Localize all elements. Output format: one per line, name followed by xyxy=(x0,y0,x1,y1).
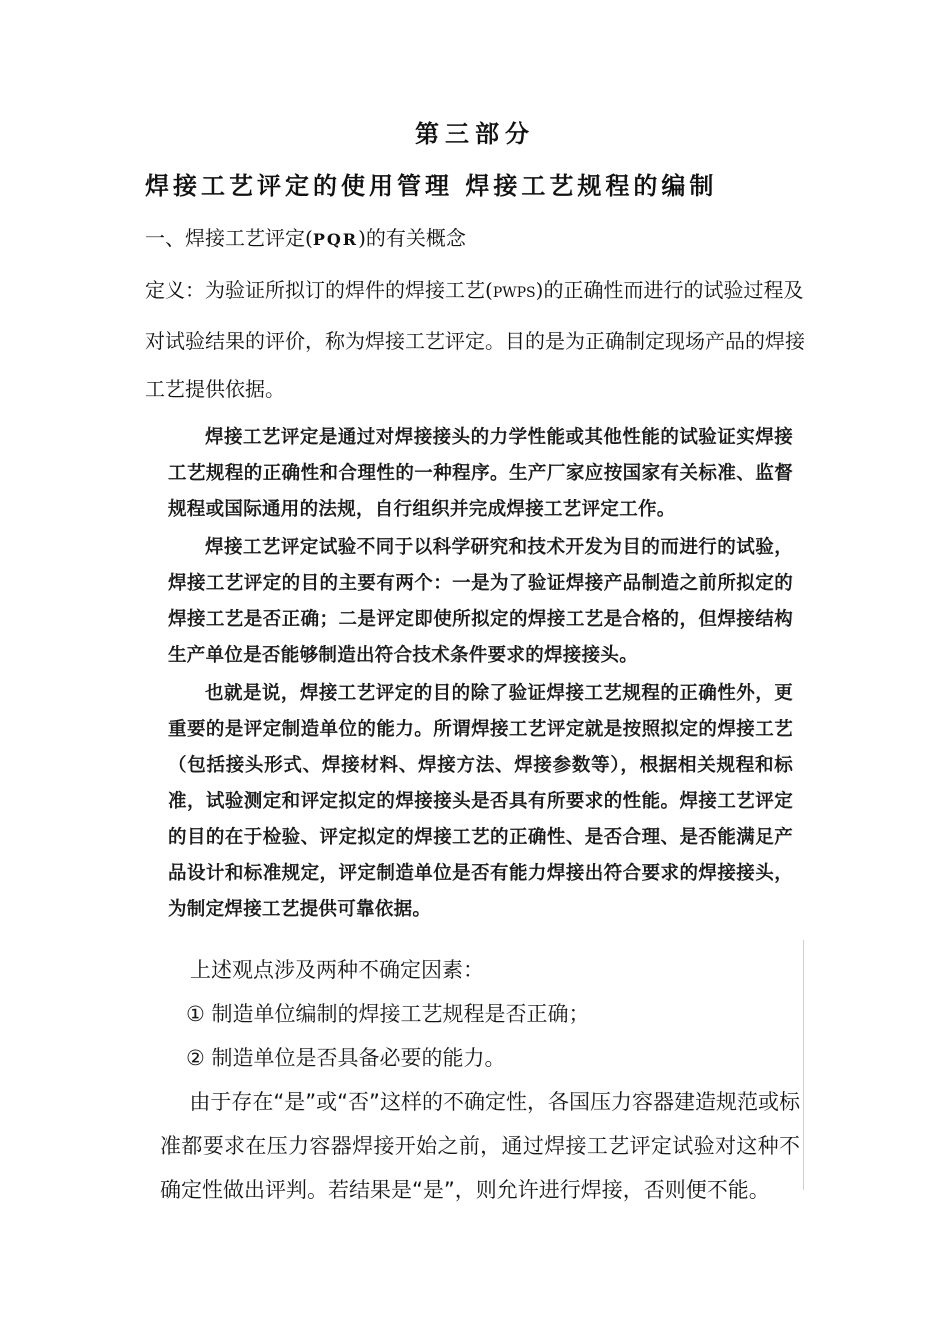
excerpt-lead: 上述观点涉及两种不确定因素： xyxy=(190,958,484,982)
section-heading-suffix: )的有关概念 xyxy=(358,226,466,250)
excerpt-paragraph: 也就是说，焊接工艺评定的目的除了验证焊接工艺规程的正确性外，更重要的是评定制造单位的能力。所谓焊接工艺评定就是按照拟定的焊接工艺（包括接头形式、焊接材料、焊接方法、焊接参数等），根据相关规程和标准，试验测定和评定拟定的焊接接头是否具有所要求的性能。焊接工艺评定的目的在于检验、评定拟定的焊接工艺的正确性、是否合理、是否能满足产品设计和标准规定，评定制造单位是否有能力焊接出符合要求的焊接接头，为制定焊接工艺提供可靠依据。 xyxy=(168,683,793,920)
section-heading-abbr: PQR xyxy=(312,230,359,249)
section-heading xyxy=(145,222,466,251)
definition-abbr: PWPS xyxy=(492,285,536,301)
section-heading-prefix: 一、焊接工艺评定( xyxy=(145,226,313,250)
excerpt-paragraph: 焊接工艺评定试验不同于以科学研究和技术开发为目的而进行的试验，焊接工艺评定的目的主要有两个：一是为了验证焊接产品制造之前所拟定的焊接工艺是否正确；二是评定即使所拟定的焊接工艺是合格的，但焊接结构生产单位是否能够制造出符合技术条件要求的焊接接头。 xyxy=(168,537,793,666)
scanned-excerpt-2 xyxy=(160,948,800,1212)
excerpt-list-item: ② 制造单位是否具备必要的能力。 xyxy=(186,1046,506,1070)
excerpt-closing: 由于存在“是”或“否”这样的不确定性，各国压力容器建造规范或标准都要求在压力容器焊接开始之前，通过焊接工艺评定试验对这种不确定性做出评判。若结果是“是”，则允许进行焊接，否则便不能。 xyxy=(160,1090,800,1202)
definition-part1: 定义：为验证所拟订的焊件的焊接工艺( xyxy=(145,278,493,302)
excerpt-paragraph: 焊接工艺评定是通过对焊接接头的力学性能或其他性能的试验证实焊接工艺规程的正确性和合理性的一种程序。生产厂家应按国家有关标准、监督规程或国际通用的法规，自行组织并完成焊接工艺评定工作。 xyxy=(168,427,793,520)
scanned-excerpt-1 xyxy=(168,420,793,930)
part-title: 第三部分 xyxy=(415,119,535,148)
definition-paragraph xyxy=(145,266,810,413)
definition-part2: )的正确性而进行的试验过程及对试验结果的评价，称为焊接工艺评定。目的是为正确制定现场产品的焊接工艺提供依据。 xyxy=(145,278,805,401)
excerpt-list-item: ① 制造单位编制的焊接工艺规程是否正确； xyxy=(186,1002,590,1026)
chapter-subtitle: 焊接工艺评定的使用管理 焊接工艺规程的编制 xyxy=(145,171,718,200)
scan-edge-divider xyxy=(803,940,804,1190)
